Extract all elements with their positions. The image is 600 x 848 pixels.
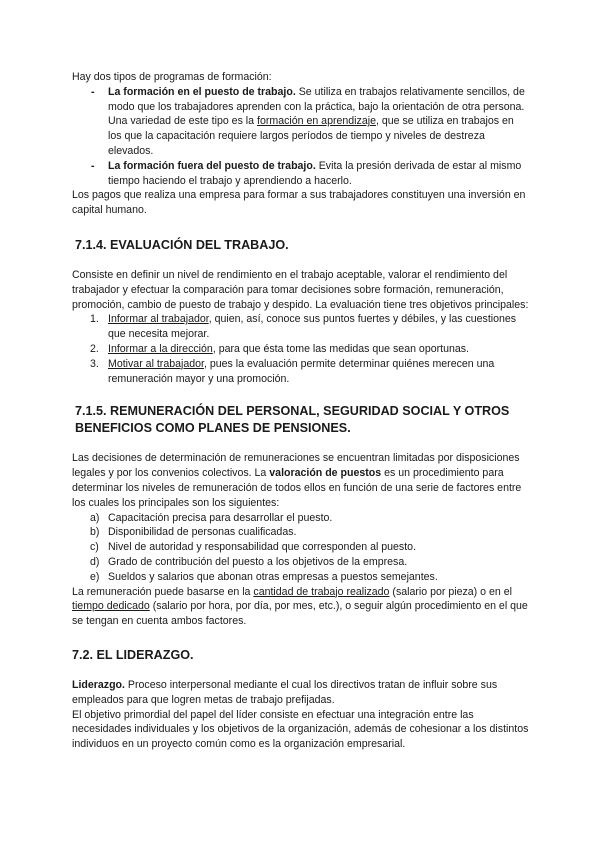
training-intro: Hay dos tipos de programas de formación:	[72, 71, 272, 83]
remuneration-factor: e) Sueldos y salarios que abonan otras empresas a puestos semejantes.	[90, 570, 438, 583]
heading-remuneration: 7.1.5. REMUNERACIÓN DEL PERSONAL, SEGURIDAD SOCIAL Y OTROS BENEFICIOS COMO PLANES DE PENSIONES.	[75, 404, 510, 436]
evaluation-objective: 1. Informar al trabajador, quien, así, conoce sus puntos fuertes y débiles, y las cuestiones que necesita mejorar.	[90, 313, 517, 341]
training-type-term: La formación fuera del puesto de trabajo.	[108, 159, 316, 172]
heading-evaluation: 7.1.4. EVALUACIÓN DEL TRABAJO.	[75, 237, 289, 252]
remuneration-closing: La remuneración puede basarse en la cantidad de trabajo realizado (salario por pieza) o en el tiempo dedicado (salario por hora, por día, por mes, etc.), o seguir algún procedimiento en el que se tengan en cuenta ambos factores.	[72, 585, 528, 628]
training-type-term: La formación en el puesto de trabajo.	[108, 85, 296, 98]
remuneration-factor: d) Grado de contribución del puesto a los objetivos de la empresa.	[90, 555, 408, 568]
remuneration-factors-list	[72, 511, 530, 585]
evaluation-objectives-list	[72, 312, 530, 386]
training-types-list	[72, 85, 530, 189]
leadership-objective: El objetivo primordial del papel del líder consiste en efectuar una integración entre las necesidades individuales y los objetivos de la organización, además de cohesionar a los distintos individuos en un proyecto común como es la organización empresarial.	[72, 708, 529, 751]
evaluation-objective: 2. Informar a la dirección, para que ésta tome las medidas que sean oportunas.	[90, 342, 469, 355]
heading-leadership: 7.2. EL LIDERAZGO.	[72, 647, 194, 662]
remuneration-factor: b) Disponibilidad de personas cualificadas.	[90, 526, 297, 539]
training-payments: Los pagos que realiza una empresa para formar a sus trabajadores constituyen una inversión en capital humano.	[72, 189, 526, 217]
training-type-item: - La formación en el puesto de trabajo. Se utiliza en trabajos relativamente sencillos, de modo que los trabajadores aprenden con la práctica, bajo la orientación de otra persona. Una variedad de este tipo es la formación en aprendizaje, que se utiliza en trabajos en los que la capacitación requiere largos períodos de tiempo y niveles de destreza elevados.	[72, 85, 530, 159]
training-type-item: - La formación fuera del puesto de trabajo. Evita la presión derivada de estar al mismo tiempo haciendo el trabajo y aprendiendo a hacerlo.	[72, 159, 530, 189]
evaluation-body: Consiste en definir un nivel de rendimiento en el trabajo aceptable, valorar el rendimiento del trabajador y efectuar la comparación para tomar decisiones sobre formación, remuneración, promoción, cambio de puesto de trabajo y despido. La evaluación tiene tres objetivos principales:	[72, 268, 529, 311]
remuneration-factor: a) Capacitación precisa para desarrollar el puesto.	[90, 511, 333, 524]
remuneration-factor: c) Nivel de autoridad y responsabilidad que corresponden al puesto.	[90, 541, 417, 554]
training-type-underlined: formación en aprendizaje	[257, 115, 376, 128]
remuneration-body: Las decisiones de determinación de remuneraciones se encuentran limitadas por disposiciones legales y por los convenios colectivos. La valoración de puestos es un procedimiento para determinar los niveles de remuneración de todos ellos en función de una serie de factores entre los cuales los principales son los siguientes:	[72, 452, 522, 509]
evaluation-objective: 3. Motivar al trabajador, pues la evaluación permite determinar quiénes merecen una remuneración mayor y una promoción.	[90, 357, 495, 385]
document-page	[72, 70, 530, 752]
leadership-definition: Liderazgo. Proceso interpersonal mediante el cual los directivos tratan de influir sobre sus empleados para que logren metas de trabajo prefijadas.	[72, 678, 498, 706]
